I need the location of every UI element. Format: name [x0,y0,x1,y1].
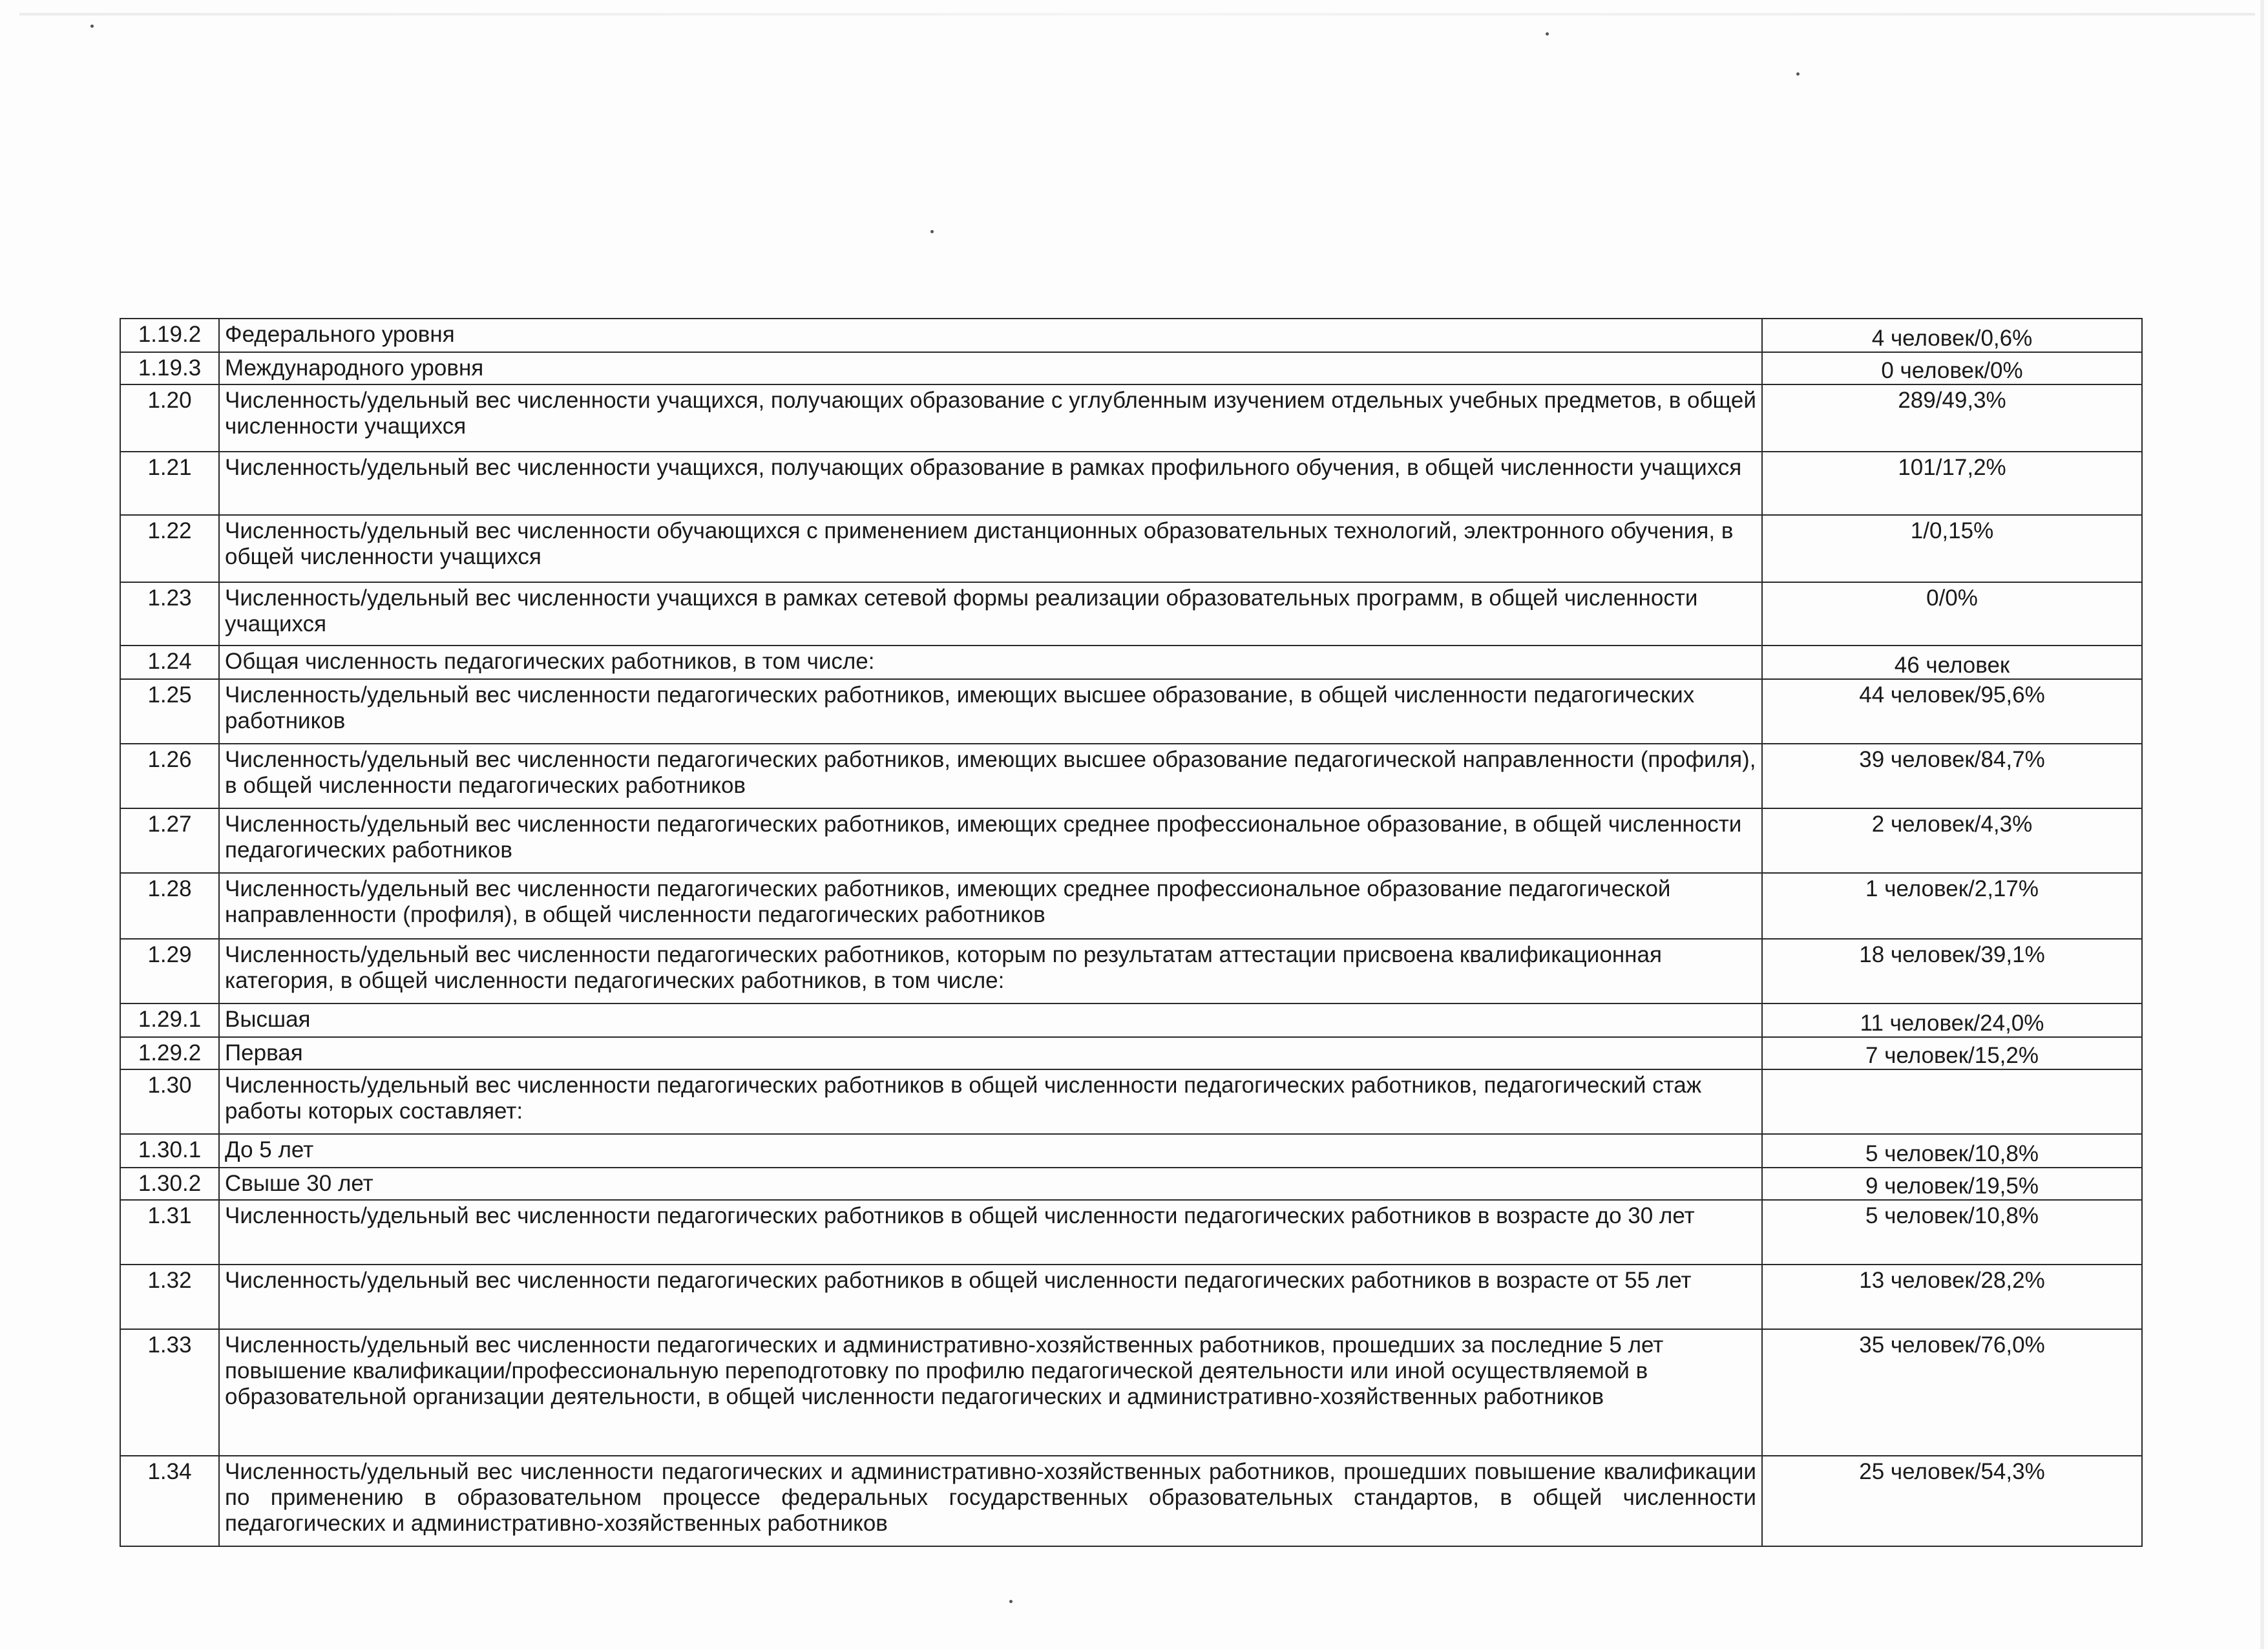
row-value: 0 человек/0% [1762,352,2142,384]
row-value: 44 человек/95,6% [1762,679,2142,744]
row-value: 289/49,3% [1762,384,2142,452]
row-description: Численность/удельный вес численности педагогических и административно-хозяйственных работников, прошедших повышение квалификации по применению в образовательном процессе федеральных государственных образовательных стандартов, в общей численности педагогических и административно-хозяйственных работников [219,1456,1762,1546]
row-description: Численность/удельный вес численности учащихся, получающих образование в рамках профильного обучения, в общей численности учащихся [219,452,1762,515]
row-number: 1.31 [120,1200,219,1265]
table-row [120,744,2142,808]
row-value: 13 человек/28,2% [1762,1265,2142,1329]
scan-speck [1009,1600,1013,1603]
row-number: 1.23 [120,582,219,646]
row-number: 1.25 [120,679,219,744]
row-value: 5 человек/10,8% [1762,1200,2142,1265]
table-row [120,1200,2142,1265]
row-number: 1.34 [120,1456,219,1546]
table-row [120,1265,2142,1329]
row-number: 1.29.2 [120,1037,219,1069]
row-description: Численность/удельный вес численности педагогических работников, которым по результатам аттестации присвоена квалификационная категория, в общей численности педагогических работников, в том числе: [219,939,1762,1003]
table-row [120,452,2142,515]
row-value: 1/0,15% [1762,515,2142,582]
row-description: Численность/удельный вес численности педагогических работников в общей численности педагогических работников в возрасте до 30 лет [219,1200,1762,1265]
row-value: 18 человек/39,1% [1762,939,2142,1003]
table-row [120,582,2142,646]
row-description: Первая [219,1037,1762,1069]
table-row [120,646,2142,679]
row-number: 1.30.1 [120,1134,219,1168]
row-description: Численность/удельный вес численности обучающихся с применением дистанционных образовательных технологий, электронного обучения, в общей численности учащихся [219,515,1762,582]
table-row [120,1069,2142,1134]
table-row [120,515,2142,582]
row-number: 1.21 [120,452,219,515]
row-description: Федерального уровня [219,319,1762,352]
row-number: 1.29 [120,939,219,1003]
row-number: 1.24 [120,646,219,679]
scan-edge-top [19,13,2255,16]
row-number: 1.27 [120,808,219,873]
row-number: 1.28 [120,873,219,939]
table-row [120,1456,2142,1546]
row-description: До 5 лет [219,1134,1762,1168]
row-number: 1.22 [120,515,219,582]
row-description: Международного уровня [219,352,1762,384]
row-number: 1.29.1 [120,1003,219,1037]
scan-edge-right [2260,0,2264,1649]
row-number: 1.26 [120,744,219,808]
scan-speck [930,230,934,233]
table-row [120,352,2142,384]
row-description: Численность/удельный вес численности учащихся в рамках сетевой формы реализации образовательных программ, в общей численности учащихся [219,582,1762,646]
row-value [1762,1069,2142,1134]
row-number: 1.20 [120,384,219,452]
row-value: 0/0% [1762,582,2142,646]
row-description: Численность/удельный вес численности педагогических работников в общей численности педагогических работников, педагогический стаж работы которых составляет: [219,1069,1762,1134]
row-value: 39 человек/84,7% [1762,744,2142,808]
table-row [120,1037,2142,1069]
row-description: Высшая [219,1003,1762,1037]
row-description: Численность/удельный вес численности педагогических работников, имеющих среднее профессиональное образование педагогической направленности (профиля), в общей численности педагогических работников [219,873,1762,939]
row-value: 4 человек/0,6% [1762,319,2142,352]
row-value: 46 человек [1762,646,2142,679]
row-description: Свыше 30 лет [219,1168,1762,1200]
table-row [120,679,2142,744]
indicators-table [120,318,2143,1547]
row-value: 2 человек/4,3% [1762,808,2142,873]
table-row [120,1168,2142,1200]
row-number: 1.33 [120,1329,219,1456]
table-row [120,808,2142,873]
row-description: Численность/удельный вес численности педагогических работников, имеющих среднее профессиональное образование, в общей численности педагогических работников [219,808,1762,873]
row-number: 1.30.2 [120,1168,219,1200]
scan-speck [1796,72,1800,76]
row-description: Численность/удельный вес численности педагогических работников в общей численности педагогических работников в возрасте от 55 лет [219,1265,1762,1329]
row-value: 11 человек/24,0% [1762,1003,2142,1037]
row-value: 35 человек/76,0% [1762,1329,2142,1456]
row-value: 7 человек/15,2% [1762,1037,2142,1069]
table-row [120,384,2142,452]
row-description: Общая численность педагогических работников, в том числе: [219,646,1762,679]
table-row [120,319,2142,352]
row-value: 101/17,2% [1762,452,2142,515]
row-description: Численность/удельный вес численности педагогических работников, имеющих высшее образование педагогической направленности (профиля), в общей численности педагогических работников [219,744,1762,808]
row-value: 5 человек/10,8% [1762,1134,2142,1168]
scan-speck [90,25,94,28]
row-number: 1.19.2 [120,319,219,352]
table-row [120,1134,2142,1168]
row-number: 1.30 [120,1069,219,1134]
row-number: 1.32 [120,1265,219,1329]
table-row [120,939,2142,1003]
row-number: 1.19.3 [120,352,219,384]
row-value: 25 человек/54,3% [1762,1456,2142,1546]
row-value: 1 человек/2,17% [1762,873,2142,939]
table-row [120,873,2142,939]
table-row [120,1003,2142,1037]
row-description: Численность/удельный вес численности учащихся, получающих образование с углубленным изучением отдельных учебных предметов, в общей численности учащихся [219,384,1762,452]
row-value: 9 человек/19,5% [1762,1168,2142,1200]
row-description: Численность/удельный вес численности педагогических работников, имеющих высшее образование, в общей численности педагогических работников [219,679,1762,744]
row-description: Численность/удельный вес численности педагогических и административно-хозяйственных работников, прошедших за последние 5 лет повышение квалификации/профессиональную переподготовку по профилю педагогической деятельности или иной осуществляемой в образовательной организации деятельности, в общей численности педагогических и административно-хозяйственных работников [219,1329,1762,1456]
scan-speck [1546,32,1549,36]
table-row [120,1329,2142,1456]
